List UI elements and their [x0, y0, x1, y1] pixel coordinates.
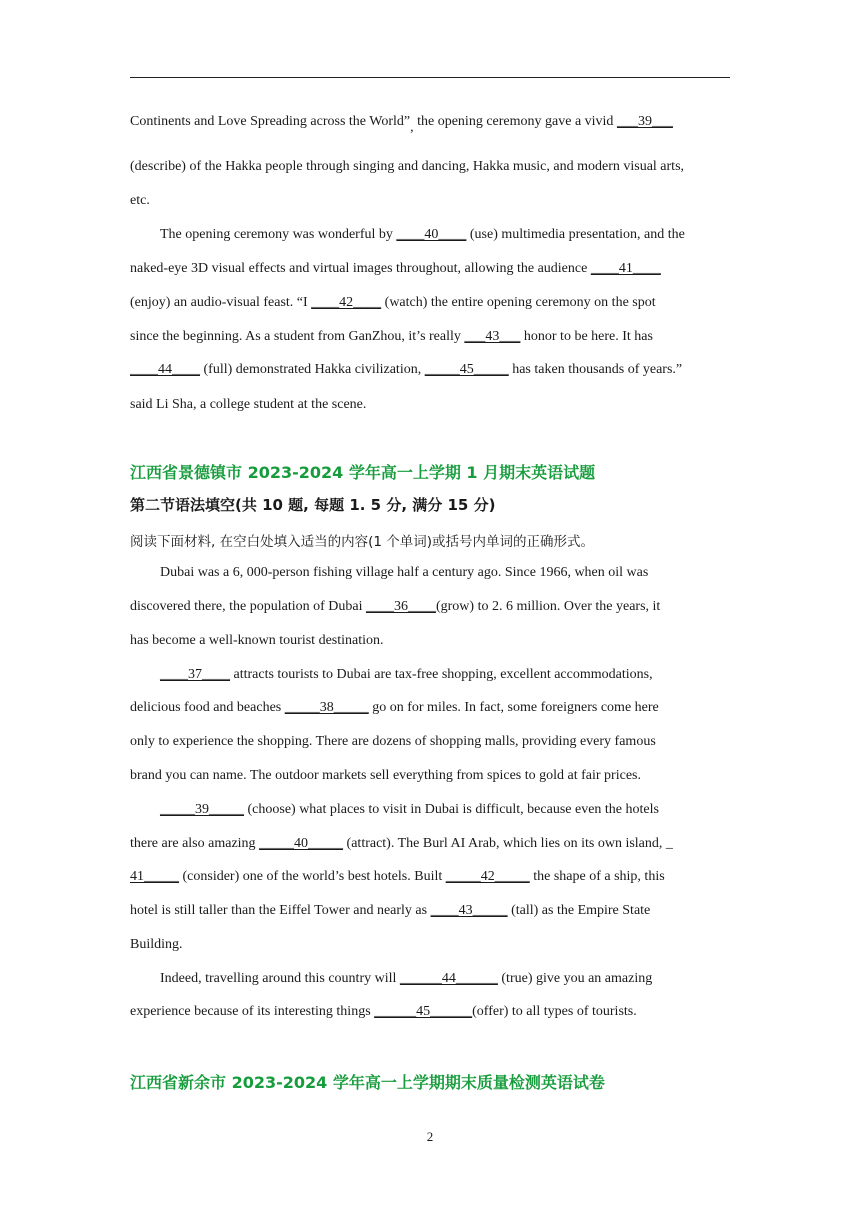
blank-43: ___43___ [464, 329, 521, 344]
passage-line [130, 361, 682, 379]
blank-39: ___39___ [616, 114, 673, 129]
passage-line [160, 564, 648, 582]
text: (tall) as the Empire State [507, 903, 651, 918]
passage-line [130, 294, 656, 312]
text: (grow) to 2. 6 million. Over the years, it [435, 599, 661, 614]
text: since the beginning. As a student from GanZhou, it’s really [130, 329, 465, 344]
section-subheading: 第二节语法填空(共 10 题, 每题 1. 5 分, 满分 15 分) [130, 496, 496, 514]
text: honor to be here. It has [520, 329, 653, 344]
text: (describe) of the Hakka people through singing and dancing, Hakka music, and modern visual arts, [130, 159, 685, 174]
text: discovered there, the population of Dubai [130, 599, 366, 614]
blank-40: _____40_____ [259, 836, 344, 851]
passage-line [130, 835, 673, 853]
passage-line [130, 868, 665, 886]
text: attracts tourists to Dubai are tax-free shopping, excellent accommodations, [230, 667, 653, 682]
blank-38: _____38_____ [284, 700, 369, 715]
blank-44: ____44____ [130, 362, 200, 377]
blank-44: ______44______ [399, 971, 498, 986]
text: go on for miles. In fact, some foreigners come here [368, 700, 659, 715]
blank-42: _____42_____ [445, 869, 530, 884]
text: brand you can name. The outdoor markets sell everything from spices to gold at fair prices. [130, 768, 641, 783]
instruction-text: 阅读下面材料, 在空白处填入适当的内容(1 个单词)或括号内单词的正确形式。 [130, 534, 594, 550]
blank-45: _____45_____ [424, 362, 509, 377]
passage-line [130, 396, 366, 414]
text: (choose) what places to visit in Dubai is difficult, because even the hotels [244, 802, 659, 817]
passage-line [130, 733, 656, 751]
text: has taken thousands of years.” [508, 362, 683, 377]
text: (full) demonstrated Hakka civilization, [200, 362, 425, 377]
text: (watch) the entire opening ceremony on the spot [381, 295, 656, 310]
passage-line [160, 666, 653, 684]
blank-40: ____40____ [396, 227, 467, 242]
passage-line [130, 113, 673, 135]
passage-line [130, 328, 653, 346]
text: Continents and Love Spreading across the World” [130, 114, 411, 129]
text: the opening ceremony gave a vivid [413, 114, 617, 129]
blank-37: ____37____ [160, 667, 230, 682]
section-heading: 江西省新余市 2023-2024 学年高一上学期期末质量检测英语试卷 [130, 1073, 605, 1092]
blank-43: ____43_____ [430, 903, 508, 918]
section-heading: 江西省景德镇市 2023-2024 学年高一上学期 1 月期末英语试题 [130, 463, 596, 482]
passage-line [130, 632, 384, 650]
text: (use) multimedia presentation, and the [466, 227, 685, 242]
passage-line [160, 226, 685, 244]
text: , [410, 120, 414, 135]
text: etc. [130, 193, 150, 208]
text: (attract). The Burl AI Arab, which lies on its own island, _ [343, 836, 673, 851]
passage-line [130, 902, 650, 920]
text: The opening ceremony was wonderful by [160, 227, 397, 242]
text: (consider) one of the world’s best hotels. Built [179, 869, 446, 884]
passage-line [130, 699, 659, 717]
blank-41: 41_____ [130, 869, 179, 884]
passage-line [130, 767, 641, 785]
blank-36: ____36____ [365, 599, 436, 614]
header-rule [130, 77, 730, 78]
passage-line [160, 970, 652, 988]
text: there are also amazing [130, 836, 260, 851]
text: delicious food and beaches [130, 700, 285, 715]
blank-39: _____39_____ [160, 802, 244, 817]
text: said Li Sha, a college student at the scene. [130, 397, 367, 412]
passage-line [130, 936, 183, 954]
text: Building. [130, 937, 183, 952]
blank-42: ____42____ [311, 295, 382, 310]
text: Indeed, travelling around this country will [160, 971, 400, 986]
passage-line [130, 260, 661, 278]
blank-41: ____41____ [590, 261, 661, 276]
text: the shape of a ship, this [529, 869, 665, 884]
page-number: 2 [426, 1129, 434, 1144]
text: hotel is still taller than the Eiffel Tower and nearly as [130, 903, 431, 918]
text: has become a well-known tourist destination. [130, 633, 384, 648]
text: only to experience the shopping. There are dozens of shopping malls, providing every famous [130, 734, 656, 749]
text: (true) give you an amazing [497, 971, 653, 986]
text: (offer) to all types of tourists. [472, 1004, 637, 1019]
text: Dubai was a 6, 000-person fishing village half a century ago. Since 1966, when oil was [160, 565, 649, 580]
passage-line [160, 801, 659, 819]
text: experience because of its interesting things [130, 1004, 375, 1019]
passage-line [130, 158, 684, 176]
passage-line [130, 598, 660, 616]
passage-line [130, 1003, 637, 1021]
passage-line [130, 192, 150, 210]
text: naked-eye 3D visual effects and virtual images throughout, allowing the audience [130, 261, 591, 276]
blank-45: ______45______ [374, 1004, 473, 1019]
text: (enjoy) an audio-visual feast. “I [130, 295, 312, 310]
